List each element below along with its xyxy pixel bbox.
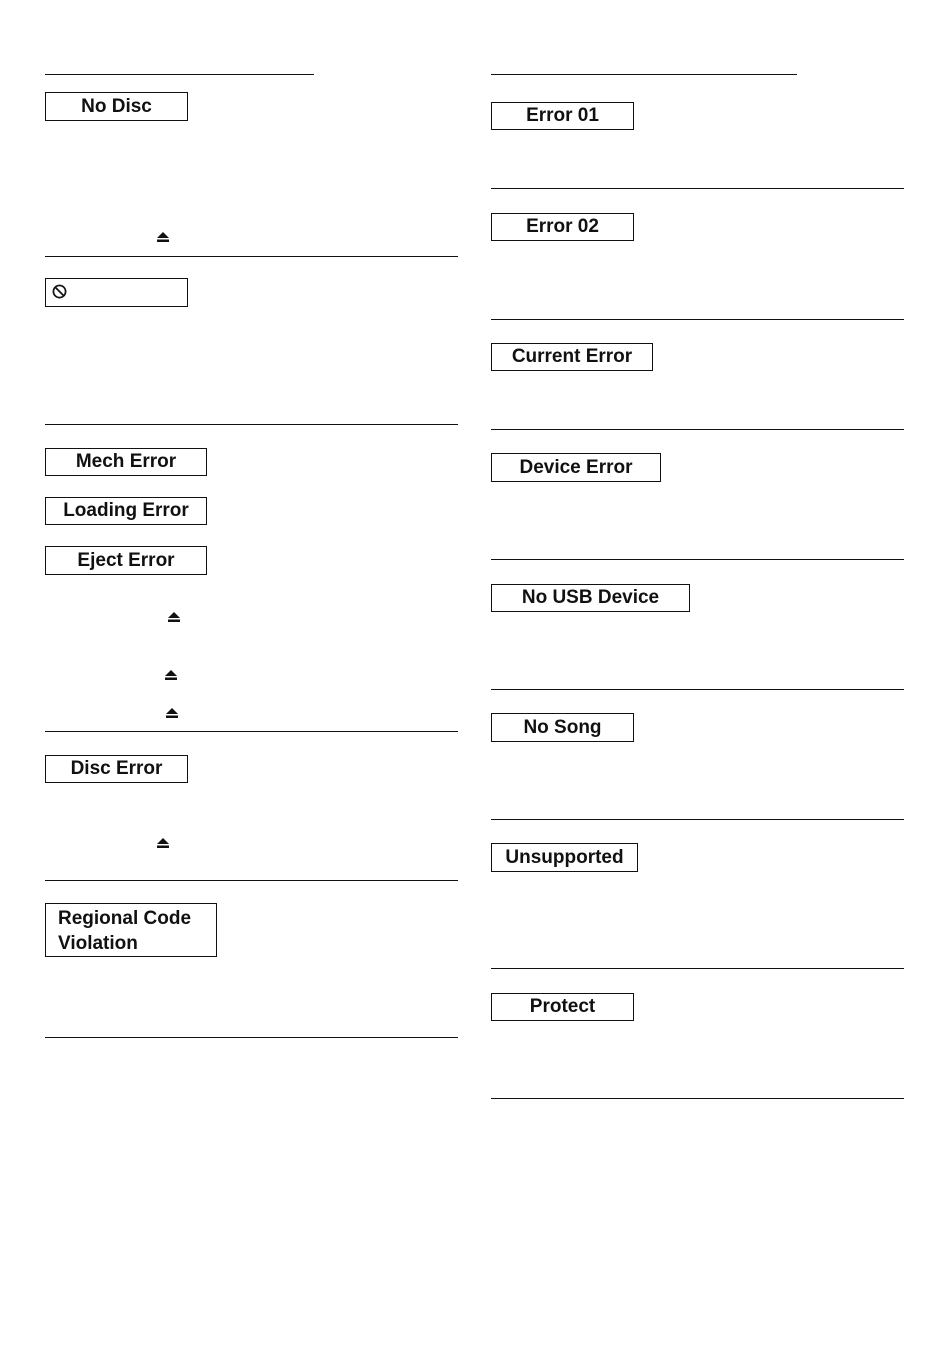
disc-error-label: Disc Error — [45, 755, 188, 783]
eject-icon — [165, 670, 177, 680]
protect-label: Protect — [491, 993, 634, 1021]
unsupported-label: Unsupported — [491, 843, 638, 872]
eject-icon — [157, 232, 169, 242]
regional-code-line-2: Violation — [58, 933, 138, 954]
divider — [491, 968, 904, 969]
eject-error-label: Eject Error — [45, 546, 207, 575]
prohibited-icon — [52, 284, 67, 299]
divider — [491, 429, 904, 430]
divider — [491, 559, 904, 560]
error-01-label: Error 01 — [491, 102, 634, 130]
mech-error-label: Mech Error — [45, 448, 207, 476]
divider — [45, 731, 458, 732]
divider — [491, 819, 904, 820]
right-header-rule — [491, 74, 797, 75]
eject-icon — [168, 612, 180, 622]
regional-code-line-1: Regional Code — [58, 908, 192, 929]
divider — [45, 424, 458, 425]
divider — [491, 1098, 904, 1099]
divider — [45, 256, 458, 257]
loading-error-label: Loading Error — [45, 497, 207, 525]
prohibited-display-box — [45, 278, 188, 307]
divider — [45, 880, 458, 881]
device-error-label: Device Error — [491, 453, 661, 482]
divider — [45, 1037, 458, 1038]
no-usb-device-label: No USB Device — [491, 584, 690, 612]
regional-code-violation-label — [45, 903, 217, 957]
no-disc-label: No Disc — [45, 92, 188, 121]
divider — [491, 689, 904, 690]
eject-icon — [166, 708, 178, 718]
no-song-label: No Song — [491, 713, 634, 742]
divider — [491, 188, 904, 189]
current-error-label: Current Error — [491, 343, 653, 371]
divider — [491, 319, 904, 320]
eject-icon — [157, 838, 169, 848]
left-header-rule — [45, 74, 314, 75]
error-02-label: Error 02 — [491, 213, 634, 241]
